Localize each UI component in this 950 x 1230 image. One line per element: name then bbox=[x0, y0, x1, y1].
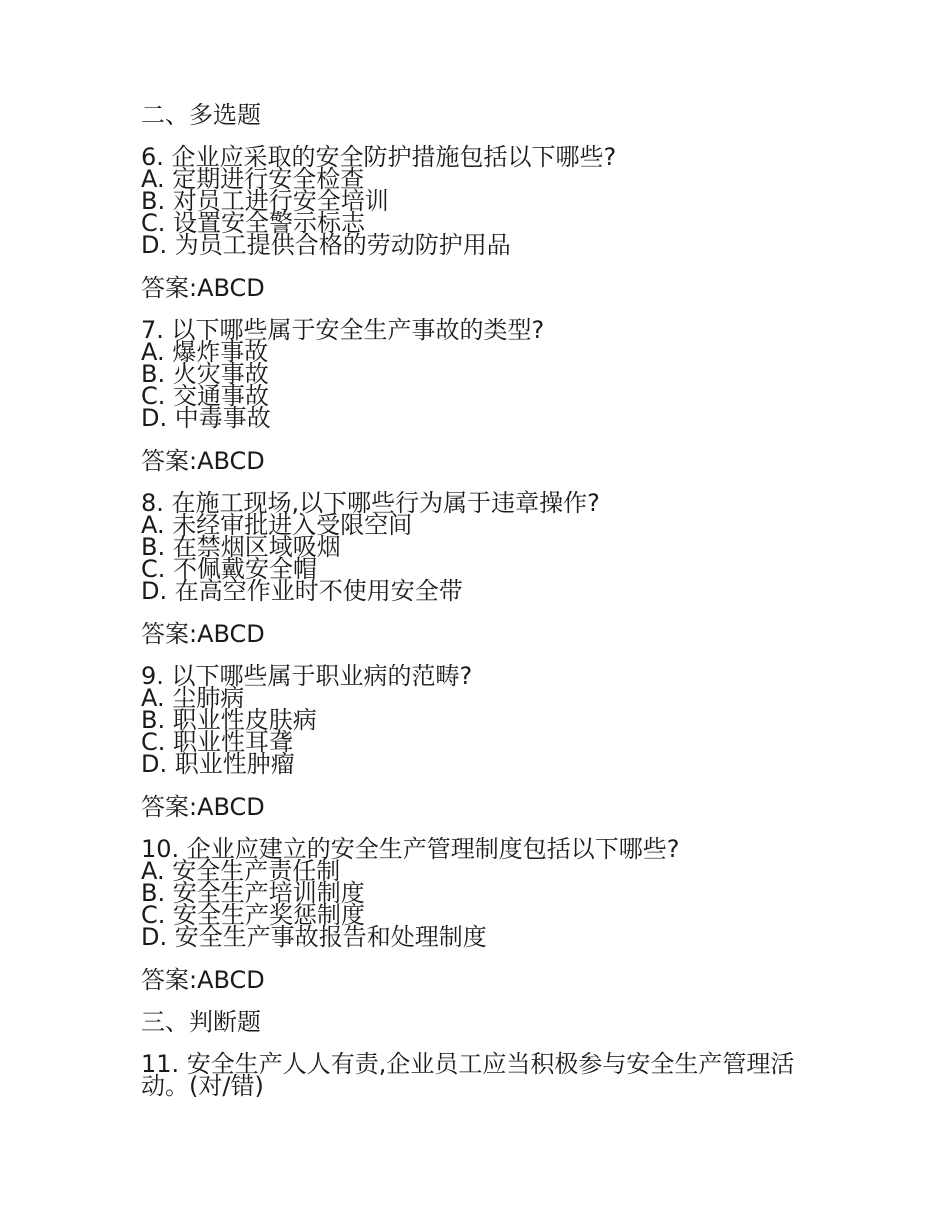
option-a: A. 尘肺病 bbox=[141, 684, 245, 712]
question-11 bbox=[141, 1050, 821, 1100]
question-stem: 7. 以下哪些属于安全生产事故的类型? bbox=[141, 316, 545, 344]
answer-text: 答案:ABCD bbox=[141, 447, 265, 475]
question-stem: 9. 以下哪些属于职业病的范畴? bbox=[141, 662, 473, 690]
option-a: A. 未经审批进入受限空间 bbox=[141, 511, 413, 539]
option-a: A. 爆炸事故 bbox=[141, 338, 269, 366]
option-c: C. 不佩戴安全帽 bbox=[141, 555, 318, 583]
question-10 bbox=[141, 835, 821, 994]
question-9 bbox=[141, 662, 821, 821]
option-b: B. 火灾事故 bbox=[141, 360, 269, 388]
option-b: B. 职业性皮肤病 bbox=[141, 706, 317, 734]
option-d: D. 安全生产事故报告和处理制度 bbox=[141, 923, 487, 951]
option-a: A. 定期进行安全检查 bbox=[141, 165, 365, 193]
option-b: B. 对员工进行安全培训 bbox=[141, 187, 389, 215]
answer-text: 答案:ABCD bbox=[141, 620, 265, 648]
option-d: D. 为员工提供合格的劳动防护用品 bbox=[141, 231, 511, 259]
section-heading-true-false: 三、判断题 bbox=[141, 1008, 261, 1036]
question-stem: 10. 企业应建立的安全生产管理制度包括以下哪些? bbox=[141, 835, 680, 863]
option-d: D. 在高空作业时不使用安全带 bbox=[141, 577, 463, 605]
option-b: B. 安全生产培训制度 bbox=[141, 879, 365, 907]
option-c: C. 安全生产奖惩制度 bbox=[141, 901, 366, 929]
option-c: C. 职业性耳聋 bbox=[141, 728, 294, 756]
option-d: D. 中毒事故 bbox=[141, 404, 271, 432]
option-c: C. 设置安全警示标志 bbox=[141, 209, 366, 237]
option-a: A. 安全生产责任制 bbox=[141, 857, 341, 885]
option-b: B. 在禁烟区域吸烟 bbox=[141, 533, 341, 561]
question-7 bbox=[141, 316, 821, 475]
question-8 bbox=[141, 489, 821, 648]
answer-text: 答案:ABCD bbox=[141, 793, 265, 821]
answer-text: 答案:ABCD bbox=[141, 966, 265, 994]
question-6 bbox=[141, 143, 821, 302]
document-page bbox=[141, 101, 821, 1117]
section-heading-multiple-choice: 二、多选题 bbox=[141, 101, 261, 129]
question-stem: 6. 企业应采取的安全防护措施包括以下哪些? bbox=[141, 143, 617, 171]
option-c: C. 交通事故 bbox=[141, 382, 270, 410]
question-stem: 8. 在施工现场,以下哪些行为属于违章操作? bbox=[141, 489, 600, 517]
option-d: D. 职业性肿瘤 bbox=[141, 750, 295, 778]
question-stem: 11. 安全生产人人有责,企业员工应当积极参与安全生产管理活动。(对/错) bbox=[141, 1050, 795, 1100]
answer-text: 答案:ABCD bbox=[141, 274, 265, 302]
